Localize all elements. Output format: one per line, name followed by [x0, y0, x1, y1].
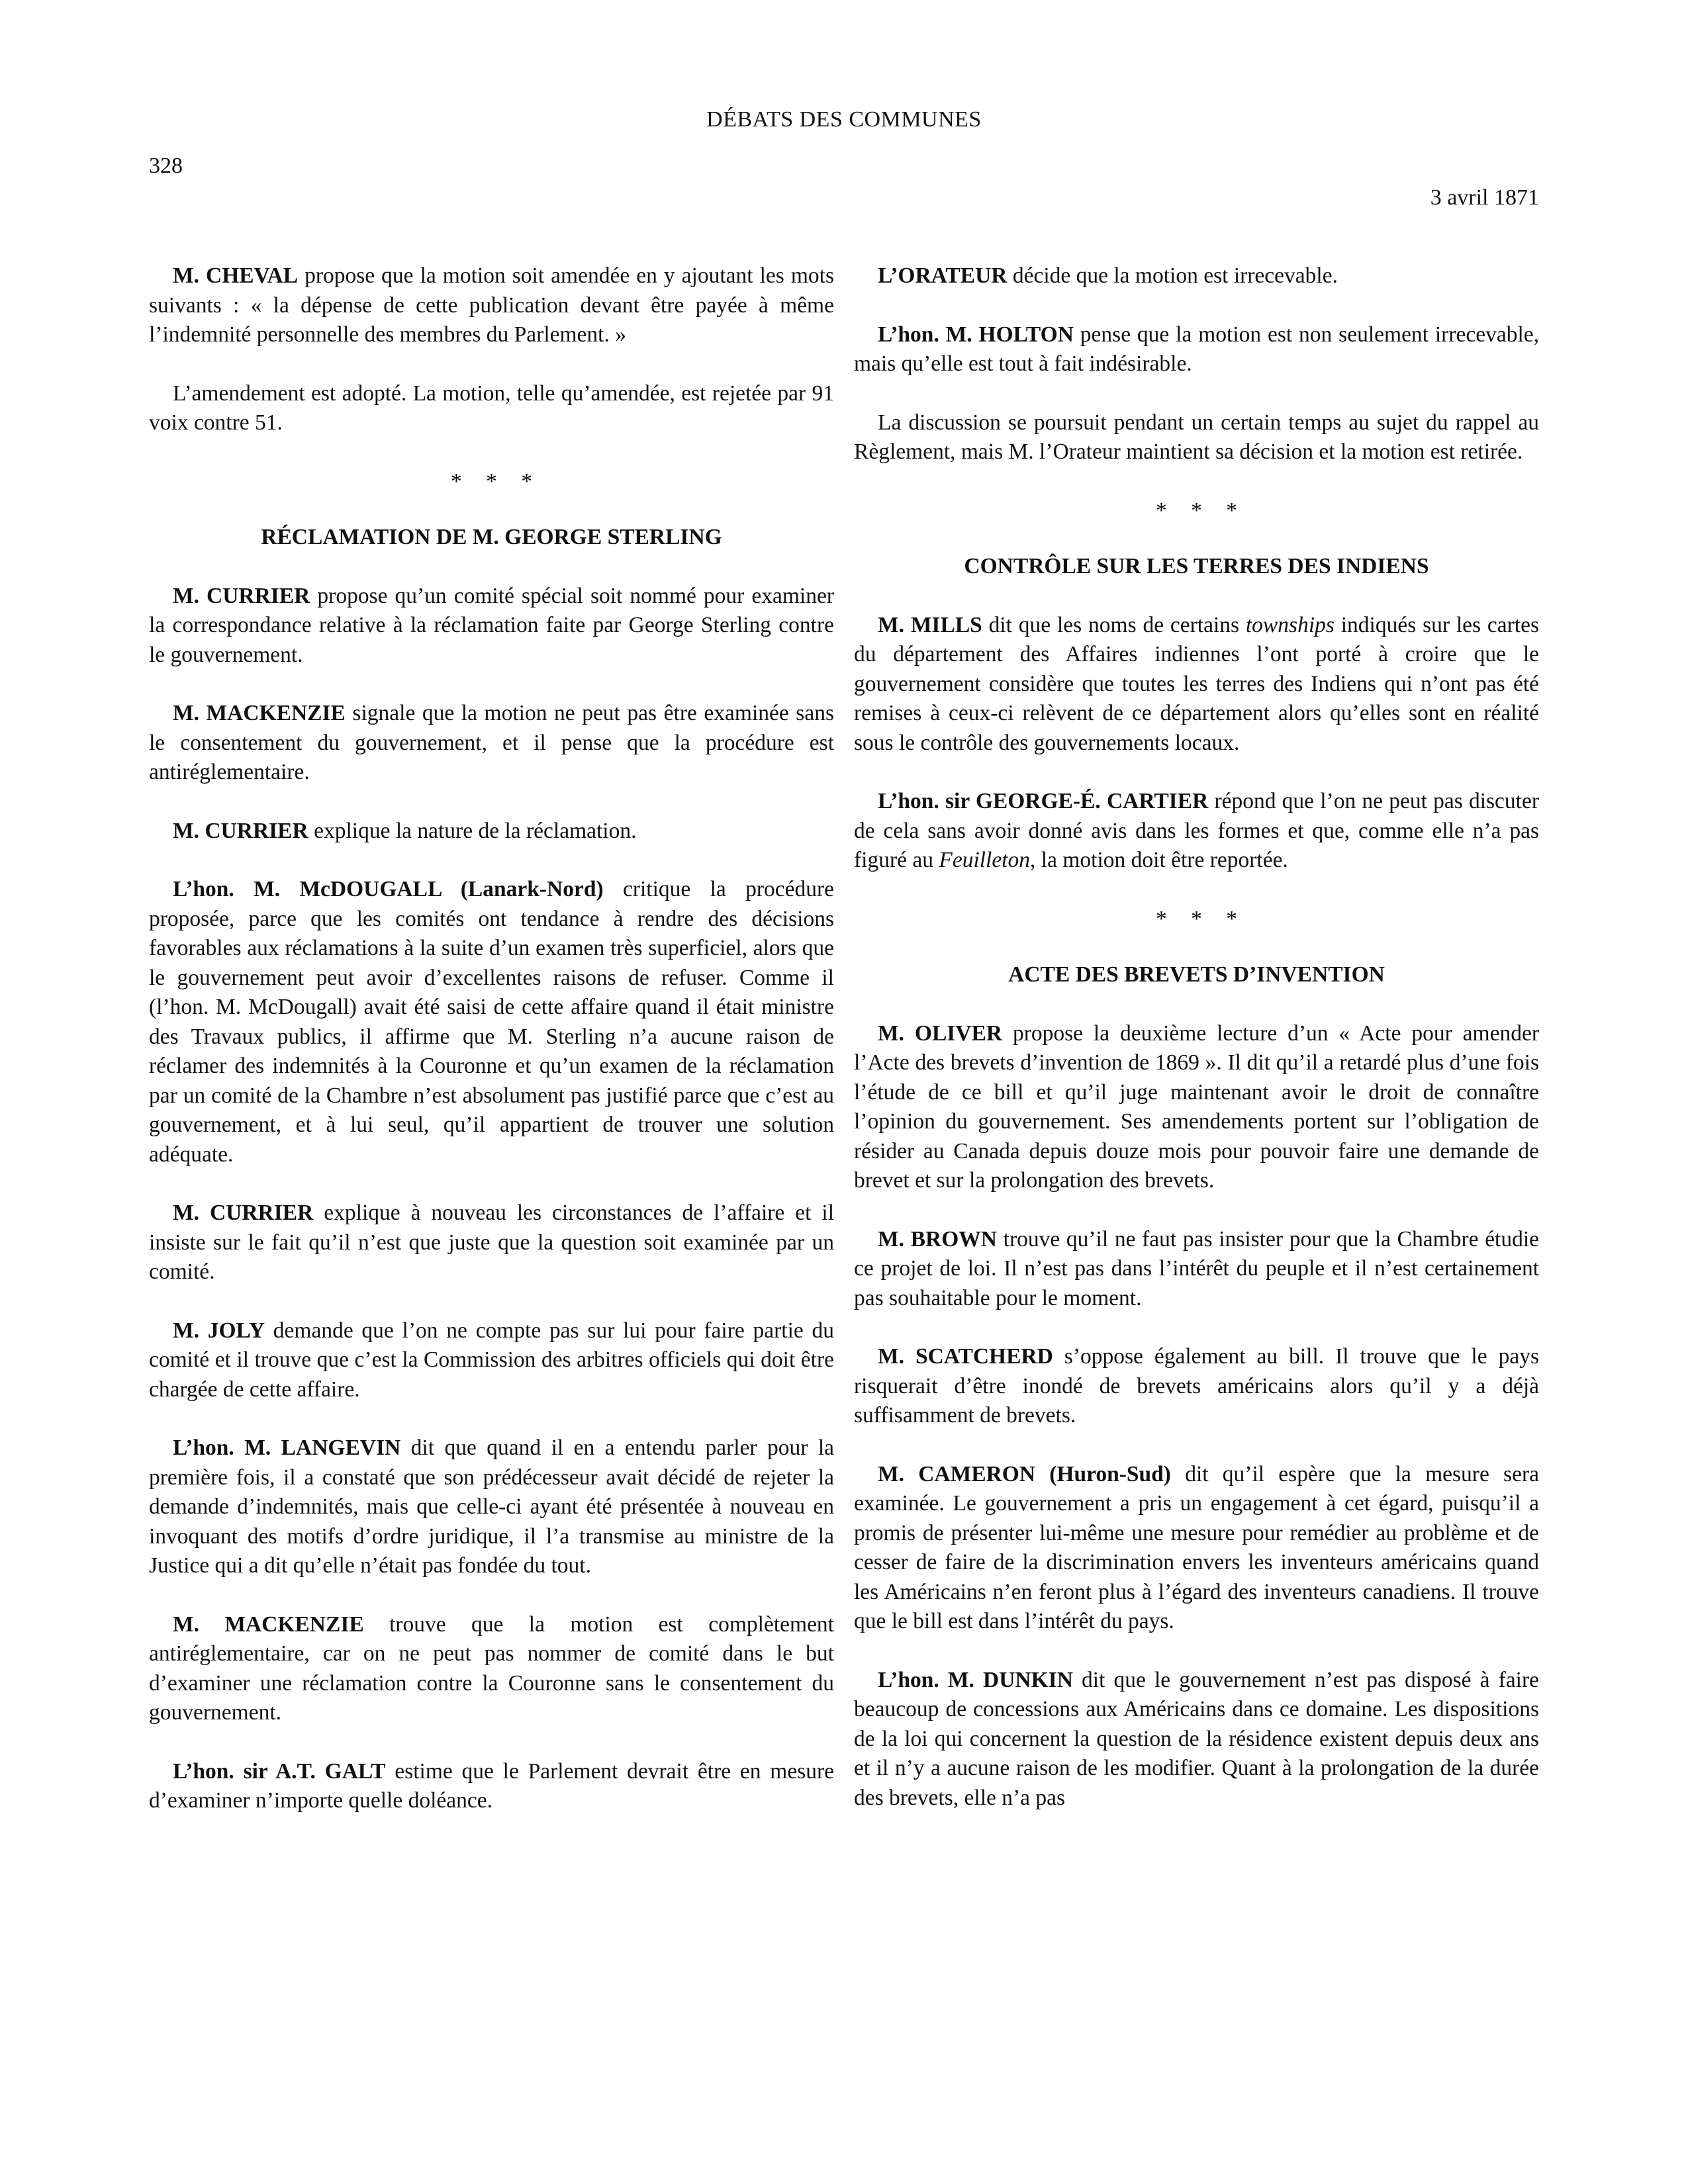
paragraph-text: dit que le gouvernement n’est pas disposé à faire beaucoup de concessions aux Américains dans ce domaine. Les dispositions de la loi qui concernent la question de la résidence existent depuis deux ans et il n’y a aucune raison de les modifier. Quant à la prolongation de la durée des brevets, elle n’a pas: [854, 1667, 1539, 1810]
paragraph-text: signale que la motion ne peut pas être examinée sans le consentement du gouvernement, et il pense que la procédure est antiréglementaire.: [149, 701, 834, 784]
paragraph-text: indiqués sur les cartes du département des Affaires indiennes l’ont porté à croire que le gouvernement considère que toutes les terres des Indiens qui n’ont pas été remises à ceux-ci relèvent de ce département alors qu’elles sont en réalité sous le contrôle des gouvernements locaux.: [854, 612, 1539, 755]
paragraph: [854, 787, 1539, 876]
paragraph-text: , la motion doit être reportée.: [1030, 848, 1288, 872]
section-separator: * * *: [1156, 906, 1246, 931]
speaker-name: L’ORATEUR: [878, 263, 1008, 288]
paragraph: [149, 379, 834, 438]
paragraph: [854, 1460, 1539, 1637]
paragraph-text: trouve qu’il ne faut pas insister pour que la Chambre étudie ce projet de loi. Il n’est pas dans l’intérêt du peuple et il n’est certainement pas souhaitable pour le moment.: [854, 1226, 1539, 1310]
section-heading: CONTRÔLE SUR LES TERRES DES INDIENS: [964, 554, 1429, 578]
speaker-name: M. BROWN: [878, 1226, 997, 1251]
page-header-title: DÉBATS DES COMMUNES: [706, 107, 982, 132]
right-column: [854, 261, 1539, 1842]
speaker-name: L’hon. sir GEORGE-É. CARTIER: [878, 789, 1209, 813]
paragraph: [149, 1199, 834, 1287]
paragraph-text: explique la nature de la réclamation.: [308, 818, 637, 843]
speaker-name: M. CURRIER: [173, 1201, 314, 1225]
speaker-name: M. OLIVER: [878, 1021, 1003, 1046]
paragraph-text: répond que l’on ne peut pas discuter de cela sans avoir donné avis dans les formes et que, comme elle n’a pas figuré au: [854, 789, 1539, 872]
paragraph-text: L’amendement est adopté. La motion, telle qu’amendée, est rejetée par 91 voix contre 51.: [149, 381, 834, 435]
paragraph-text: s’oppose également au bill. Il trouve que le pays risquerait d’être inondé de brevets américains alors qu’il y a déjà suffisamment de brevets.: [854, 1344, 1539, 1428]
left-column: [149, 261, 834, 1845]
paragraph-text: dit que quand il en a entendu parler pour la première fois, il a constaté que son prédécesseur avait décidé de rejeter la demande d’indemnités, mais que celle-ci ayant été présentée à nouveau en invoquant des motifs d’ordre juridique, il l’a transmise au ministre de la Justice qui a dit qu’elle n’était pas fondée du tout.: [149, 1435, 834, 1578]
paragraph-text: demande que l’on ne compte pas sur lui pour faire partie du comité et il trouve que c’est la Commission des arbitres officiels qui doit être chargée de cette affaire.: [149, 1318, 834, 1402]
speaker-name: L’hon. sir A.T. GALT: [173, 1758, 386, 1784]
page-date: 3 avril 1871: [1430, 185, 1539, 210]
section-separator: * * *: [451, 469, 541, 494]
speaker-name: M. SCATCHERD: [878, 1344, 1053, 1369]
speaker-name: L’hon. M. DUNKIN: [878, 1667, 1073, 1692]
paragraph: [854, 1019, 1539, 1196]
paragraph: [149, 261, 834, 350]
paragraph: [854, 261, 1539, 291]
speaker-name: M. CAMERON (Huron-Sud): [878, 1461, 1171, 1486]
paragraph-text: propose la deuxième lecture d’un « Acte pour amender l’Acte des brevets d’invention de 1869 ». Il dit qu’il a retardé plus d’une fois l’étude de ce bill et qu’il juge maintenant avoir le droit de connaître l’opinion du gouvernement. Ses amendements portent sur l’obligation de résider au Canada depuis douze mois pour pouvoir faire une demande de brevet et sur la prolongation des brevets.: [854, 1021, 1539, 1193]
section-separator: * * *: [1156, 498, 1246, 523]
italic-term: townships: [1245, 612, 1335, 637]
speaker-name: L’hon. M. HOLTON: [878, 322, 1074, 347]
paragraph: [854, 320, 1539, 379]
paragraph: [149, 1433, 834, 1581]
paragraph: [854, 611, 1539, 758]
paragraph: [854, 1342, 1539, 1431]
paragraph-text: critique la procédure proposée, parce que les comités ont tendance à rendre des décisions favorables aux réclamations à la suite d’un examen très superficiel, alors que le gouvernement peut avoir d’excellentes raisons de refuser. Comme il (l’hon. M. McDougall) avait été saisi de cette affaire quand il était ministre des Travaux publics, il affirme que M. Sterling n’a aucune raison de réclamer des indemnités à la Couronne et qu’un examen de la réclamation par un comité de la Chambre n’est absolument pas justifié parce que c’est au gouvernement, et à lui seul, qu’il appartient de trouver une solution adéquate.: [149, 877, 834, 1167]
paragraph: [149, 875, 834, 1169]
paragraph: [149, 699, 834, 788]
page-number: 328: [149, 154, 183, 178]
section-heading: RÉCLAMATION DE M. GEORGE STERLING: [261, 525, 722, 549]
paragraph: [854, 1225, 1539, 1314]
paragraph-text: explique à nouveau les circonstances de l’affaire et il insiste sur le fait qu’il n’est que juste que la question soit examinée par un comité.: [149, 1201, 834, 1284]
paragraph-text: décide que la motion est irrecevable.: [1007, 263, 1338, 288]
paragraph-text: La discussion se poursuit pendant un certain temps au sujet du rappel au Règlement, mais M. l’Orateur maintient sa décision et la motion est retirée.: [854, 410, 1539, 464]
speaker-name: L’hon. M. McDOUGALL (Lanark-Nord): [173, 877, 604, 901]
speaker-name: M. MACKENZIE: [173, 1612, 364, 1637]
speaker-name: M. CURRIER: [173, 583, 310, 608]
paragraph: [854, 1666, 1539, 1813]
paragraph-text: propose que la motion soit amendée en y ajoutant les mots suivants : « la dépense de cette publication devant être payée à même l’indemnité personnelle des membres du Parlement. »: [149, 263, 835, 347]
speaker-name: M. CURRIER: [173, 818, 308, 843]
paragraph-text: dit que les noms de certains: [982, 612, 1246, 637]
speaker-name: M. JOLY: [173, 1318, 265, 1343]
speaker-name: M. MACKENZIE: [173, 701, 346, 725]
speaker-name: M. MILLS: [878, 612, 982, 637]
speaker-name: M. CHEVAL: [173, 263, 299, 288]
section-heading: ACTE DES BREVETS D’INVENTION: [1008, 962, 1385, 987]
paragraph: [149, 1610, 834, 1728]
paragraph-text: pense que la motion est non seulement irrecevable, mais qu’elle est tout à fait indésirable.: [854, 322, 1540, 376]
paragraph: [854, 408, 1539, 467]
paragraph: [149, 582, 834, 670]
paragraph-text: propose qu’un comité spécial soit nommé pour examiner la correspondance relative à la réclamation faite par George Sterling contre le gouvernement.: [149, 583, 834, 667]
paragraph: [149, 1316, 834, 1405]
paragraph-text: estime que le Parlement devrait être en mesure d’examiner n’importe quelle doléance.: [149, 1758, 834, 1813]
speaker-name: L’hon. M. LANGEVIN: [173, 1435, 401, 1460]
paragraph: [149, 817, 834, 846]
paragraph: [149, 1757, 834, 1816]
italic-term: Feuilleton: [939, 848, 1031, 872]
paragraph-text: dit qu’il espère que la mesure sera examinée. Le gouvernement a pris un engagement à cet égard, puisqu’il a promis de présenter lui-même une mesure pour remédier au problème et de cesser de faire de la discrimination envers les inventeurs américains quand les Américains n’en feront plus à l’égard des inventeurs canadiens. Il trouve que le bill est dans l’intérêt du pays.: [854, 1461, 1539, 1633]
paragraph-text: trouve que la motion est complètement antiréglementaire, car on ne peut pas nommer de comité dans le but d’examiner une réclamation contre la Couronne sans le consentement du gouvernement.: [149, 1612, 834, 1725]
